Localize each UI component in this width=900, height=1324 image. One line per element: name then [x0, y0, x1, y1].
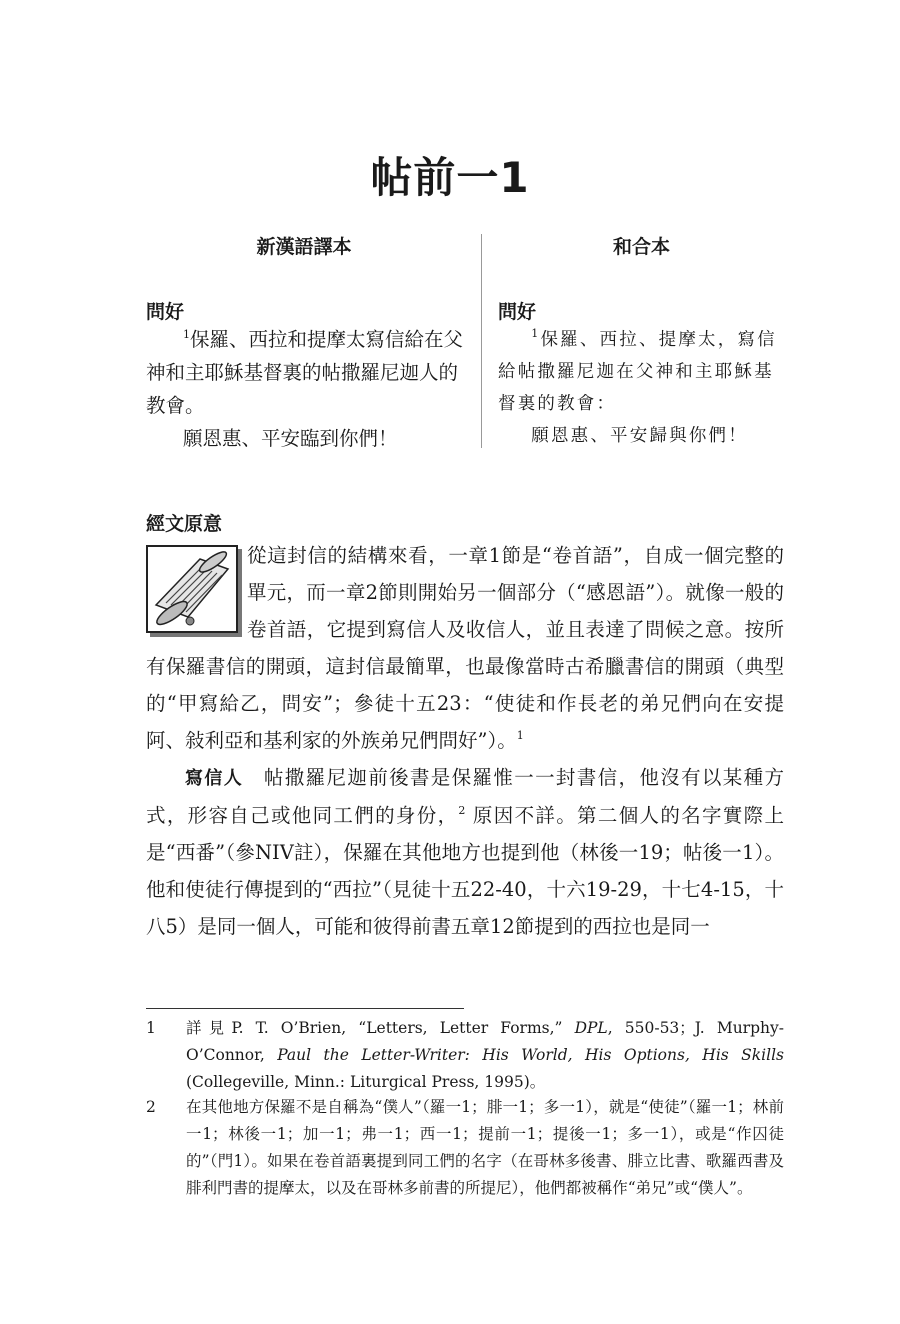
- blessing-right: 願恩惠、平安歸與你們！: [531, 426, 748, 446]
- column-divider: [481, 234, 482, 448]
- verse-number: 1: [531, 327, 541, 340]
- footnote-2: [146, 1094, 784, 1202]
- verse-number: 1: [183, 328, 191, 341]
- footnote-text: 在其他地方保羅不是自稱為“僕人”（羅一1；腓一1；多一1），就是“使徒”（羅一1；林前一1；林後一1；加一1；弗一1；西一1；提前一1；提後一1；多一1），或是“作囚徒的”（門1）。如果在卷首語裏提到同工們的名字（在哥林多後書、腓立比書、歌羅西書及腓利門書的提摩太，以及在哥林多前書的所提尼），他們都被稱作“弟兄”或“僕人”。: [186, 1098, 784, 1197]
- verse-left: $^1$保羅、西拉和提摩太寫信給在父神和主耶穌基督裏的帖撒羅尼迦人的教會。: [146, 328, 464, 417]
- section-heading-right: 問好: [498, 301, 537, 323]
- verse-right: $^1$保羅、西拉、提摩太，寫信給帖撒羅尼迦在父神和主耶穌基督裏的教會：: [498, 327, 777, 414]
- icon-space: [146, 537, 247, 647]
- commentary-paragraph-2: 寫信人 帖撒羅尼迦前後書是保羅惟一一封書信，他沒有以某種方式，形容自己或他同工們的身份，$^2$ 原因不詳。第二個人的名字實際上是“西番”（參NIV註），保羅在其他地方也提到他（林後一19；帖後一1）。他和使徒行傳提到的“西拉”（見徒十五22-40，十六19-29，十七4-15，十八5）是同一個人，可能和彼得前書五章12節提到的西拉也是同一: [146, 766, 784, 938]
- blessing-left: 願恩惠、平安臨到你們！: [183, 427, 398, 450]
- footnote-number: 1: [146, 1019, 156, 1037]
- translation-left: [146, 323, 468, 455]
- section-heading-left: 問好: [146, 301, 185, 323]
- original-meaning-heading: 經文原意: [146, 513, 223, 535]
- footnote-number: 2: [146, 1098, 156, 1116]
- footnote-1: [146, 1015, 784, 1096]
- page-title: 帖前一1: [370, 153, 530, 202]
- commentary-body: [146, 537, 784, 945]
- footnote-ref-2: 2: [458, 804, 466, 817]
- footnote-text: 詳見P. T. O’Brien, “Letters, Letter Forms,” DPL, 550-53；J. Murphy-O’Connor, Paul the Letter-Writer: His World, His Options, His Skills (Collegeville, Minn.: Liturgical Press, 1995)。: [186, 1019, 784, 1091]
- column-header-left: 新漢語譯本: [256, 236, 352, 258]
- author-label: 寫信人: [185, 768, 244, 789]
- footnote-ref-1: 1: [516, 729, 524, 742]
- translation-right: [498, 324, 785, 452]
- column-header-right: 和合本: [612, 236, 670, 258]
- footnote-rule: [146, 1008, 464, 1009]
- commentary-paragraph-1: 從這封信的結構來看，一章1節是“卷首語”，自成一個完整的單元，而一章2節則開始另一個部分（“感恩語”）。就像一般的卷首語，它提到寫信人及收信人，並且表達了問候之意。按所有保羅書信的開頭，這封信最簡單，也最像當時古希臘書信的開頭（典型的“甲寫給乙，問安”；參徒十五23：“使徒和作長老的弟兄們向在安提阿、敍利亞和基利家的外族弟兄們問好”）。$^1$: [146, 544, 784, 752]
